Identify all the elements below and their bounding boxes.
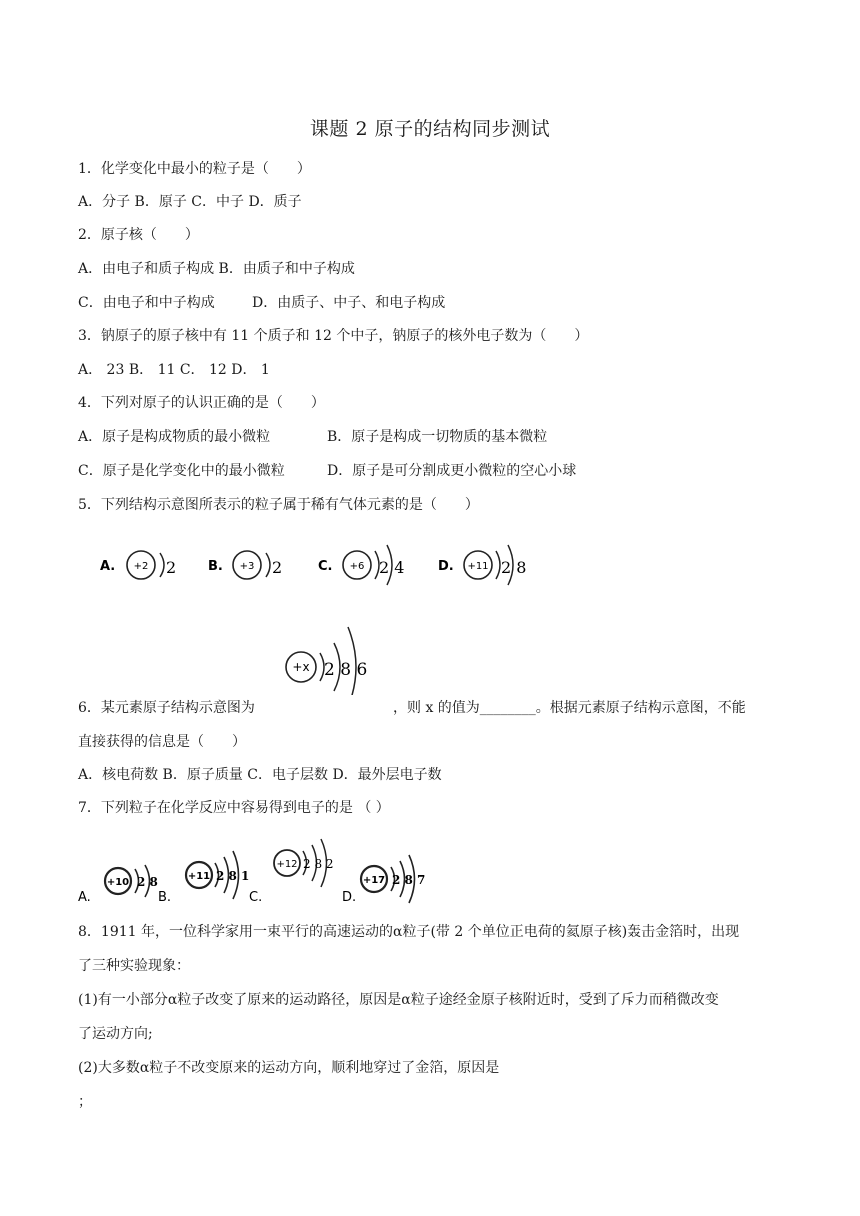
q5-a-nucleus: +2 (133, 561, 149, 572)
q4-option-c: C．原子是化学变化中的最小微粒 (78, 463, 285, 479)
q2-stem: 2．原子核（ ） (78, 227, 199, 243)
q8-line4: 了运动方向; (78, 1026, 153, 1042)
q7-a-shells: 2 8 (137, 875, 158, 889)
q5-d-nucleus: +11 (467, 561, 489, 572)
q1-options: A．分子 B．原子 C．中子 D．质子 (78, 194, 302, 210)
q8-line6: ； (78, 1094, 92, 1110)
q4-option-b: B．原子是构成一切物质的基本微粒 (327, 429, 548, 445)
q8-line2: 了三种实验现象： (78, 958, 190, 974)
q5-a-letter: A. (100, 559, 116, 574)
q7-stem: 7．下列粒子在化学反应中容易得到电子的是 （ ） (78, 800, 390, 816)
shell-arc (266, 553, 270, 577)
q4-option-d: D．原子是可分割成更小微粒的空心小球 (327, 463, 577, 479)
q6-stem-line1 (78, 697, 746, 717)
q5-b-letter: B. (208, 559, 223, 574)
q5-diagram-a (100, 551, 176, 579)
q7-diagram-a (78, 865, 158, 905)
shell-arc (160, 553, 164, 577)
q5-stem: 5．下列结构示意图所表示的粒子属于稀有气体元素的是（ ） (78, 497, 479, 513)
q5-diagram-b (208, 551, 282, 579)
q8-line3: (1)有一小部分α粒子改变了原来的运动路径，原因是α粒子途经金原子核附近时，受到了斥力而稍微改变 (78, 992, 719, 1008)
q7-diagram-b (158, 851, 249, 905)
q5-b-nucleus: +3 (239, 561, 255, 572)
q6-options: A．核电荷数 B．原子质量 C．电子层数 D．最外层电子数 (78, 767, 442, 783)
q6-diagram (278, 615, 398, 695)
q7-diagrams (74, 835, 454, 905)
q6-stem-a: 6．某元素原子结构示意图为 (78, 700, 255, 716)
q5-d-letter: D. (438, 559, 454, 574)
q2-options-line2 (78, 292, 445, 312)
q7-b-letter: B. (158, 890, 172, 905)
q5-c-shells: 2 4 (379, 558, 405, 577)
q6-stem-line2: 直接获得的信息是（ ） (78, 734, 246, 750)
q7-b-shells: 2 8 1 (216, 869, 250, 883)
q4-options-row1 (78, 426, 547, 446)
q7-b-nucleus: +11 (187, 871, 211, 882)
q5-diagram-d (438, 545, 526, 585)
q5-diagram-c (318, 545, 404, 585)
q2-option-d: D．由质子、中子、和电子构成 (252, 295, 446, 311)
q1-stem: 1．化学变化中最小的粒子是（ ） (78, 161, 311, 177)
q4-stem: 4．下列对原子的认识正确的是（ ） (78, 395, 325, 411)
q7-a-letter: A. (78, 890, 91, 905)
q7-d-letter: D. (342, 890, 357, 905)
q7-c-letter: C. (249, 890, 263, 905)
q5-c-nucleus: +6 (349, 561, 365, 572)
q5-d-shells: 2 8 (501, 558, 527, 577)
q6-nucleus: +x (292, 660, 310, 674)
q5-b-shells: 2 (272, 558, 283, 577)
q3-stem: 3．钠原子的原子核中有 11 个质子和 12 个中子，钠原子的核外电子数为（ ） (78, 328, 589, 344)
shell-arc (496, 551, 500, 579)
q8-line5: (2)大多数α粒子不改变原来的运动方向，顺利地穿过了金箔，原因是 (78, 1060, 500, 1076)
q7-c-nucleus: +12 (276, 859, 298, 870)
q8-line1: 8．1911 年，一位科学家用一束平行的高速运动的α粒子(带 2 个单位正电荷的氦原子核)轰击金箔时，出现 (78, 924, 740, 940)
q2-options-line1: A．由电子和质子构成 B．由质子和中子构成 (78, 261, 355, 277)
q7-d-shells: 2 8 7 (392, 873, 426, 887)
q5-c-letter: C. (318, 559, 333, 574)
q4-options-row2 (78, 460, 576, 480)
page-title: 课题 2 原子的结构同步测试 (309, 118, 551, 140)
q5-diagrams (90, 535, 540, 595)
q7-diagram-c (249, 839, 334, 905)
q7-d-nucleus: +17 (362, 875, 386, 886)
q6-stem-b: ，则 x 的值为________。根据元素原子结构示意图，不能 (393, 700, 746, 716)
q4-option-a: A．原子是构成物质的最小微粒 (78, 429, 271, 445)
q5-a-shells: 2 (166, 558, 177, 577)
q7-diagram-d (342, 855, 425, 905)
q7-c-shells: 2 8 2 (303, 857, 334, 871)
q6-shells: 2 8 6 (324, 660, 368, 680)
q2-option-c: C．由电子和中子构成 (78, 295, 215, 311)
q3-options: A． 23 B． 11 C． 12 D． 1 (78, 362, 270, 378)
q7-a-nucleus: +10 (106, 877, 130, 888)
